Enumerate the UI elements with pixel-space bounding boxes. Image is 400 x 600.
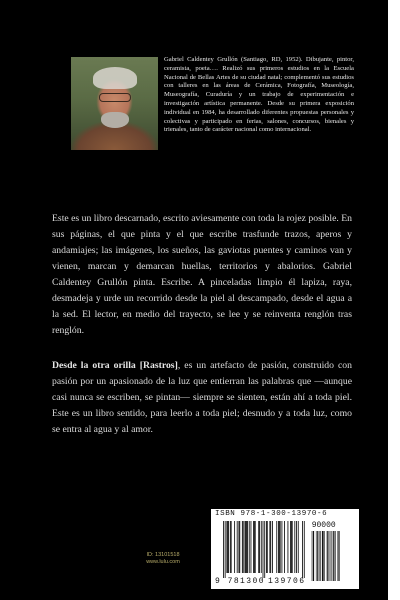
author-glasses	[99, 93, 131, 102]
blurb-paragraph-2	[52, 358, 352, 438]
author-beard	[101, 112, 129, 128]
barcode-bar	[276, 521, 277, 573]
barcode-bar	[228, 521, 229, 573]
barcode-bar	[281, 521, 282, 573]
barcode	[211, 509, 359, 589]
barcode-bar	[249, 521, 250, 573]
barcode-bar	[264, 521, 265, 578]
barcode-digits-3: 139706	[268, 577, 304, 586]
price-bar	[317, 531, 318, 581]
barcode-bar	[231, 521, 232, 573]
barcode-bar	[304, 521, 305, 578]
barcode-bar	[259, 521, 260, 573]
barcode-bar	[267, 521, 268, 573]
barcode-bar	[237, 521, 238, 573]
price-bar	[324, 531, 325, 581]
barcode-bar	[263, 521, 264, 578]
barcode-bar	[302, 521, 303, 578]
barcode-bar	[230, 521, 231, 573]
price-bar	[313, 531, 314, 581]
barcode-bar	[247, 521, 248, 573]
price-bar	[327, 531, 328, 581]
barcode-bar	[272, 521, 273, 573]
price-bar	[316, 531, 317, 581]
barcode-bar	[234, 521, 235, 573]
barcode-bar	[280, 521, 281, 573]
barcode-bar	[227, 521, 228, 573]
barcode-bar	[238, 521, 239, 573]
price-bar	[333, 531, 334, 581]
barcode-bar	[269, 521, 270, 573]
barcode-bar	[266, 521, 267, 573]
barcode-bar	[243, 521, 244, 573]
price-bar	[312, 531, 313, 581]
price-code: 90000	[311, 521, 336, 530]
lulu-id: ID: 13101518	[146, 552, 180, 558]
barcode-digits-2: 781300	[227, 577, 264, 586]
barcode-bar	[245, 521, 246, 573]
blurb-paragraph-2-body: , es un artefacto de pasión, construido con pasión por un apasionado de la luz que entierran las palabras que —aunque casi nunca se escriben, se pintan— siempre se sienten, están ahí a toda piel. Este es un libro sentido, para leerlo a toda piel; desnudo y a toda luz, como se entra al agua y al amor.	[52, 360, 352, 435]
barcode-bar	[298, 521, 299, 573]
barcode-digits-1: 9	[215, 577, 220, 586]
price-bar	[323, 531, 324, 581]
barcode-bar	[251, 521, 252, 573]
isbn-barcode-box	[211, 509, 359, 589]
author-bio: Gabriel Caldentey Grullón (Santiago, RD, 1952). Dibujante, pintor, ceramista, poeta…. Realizó sus primeros estudios en la Escuela Nacional de Bellas Artes de su ciudad natal; complementó sus estudios con talleres en las áreas de Cerámica, Fotografía, Museología, Museografía, Curaduría y un trabajo de experimentación e investigación artística permanente. Desde su primera exposición individual en 1984, ha desarrollado diferentes propuestas personales y colectivas y participado en ferias, salones, concursos, bienales y trienales, tanto de carácter nacional como internacional.	[164, 56, 354, 134]
barcode-bar	[242, 521, 243, 573]
price-bar	[319, 531, 320, 581]
barcode-bar	[261, 521, 262, 573]
price-bar	[333, 531, 334, 581]
price-bar	[327, 531, 328, 581]
barcode-bar	[223, 521, 224, 578]
barcode-bar	[255, 521, 256, 573]
barcode-bar	[225, 521, 226, 578]
book-title: Desde la otra orilla [Rastros]	[52, 360, 178, 371]
barcode-bar	[254, 521, 255, 573]
barcode-bar	[294, 521, 295, 573]
barcode-bar	[246, 521, 247, 573]
barcode-bar	[284, 521, 285, 573]
price-bar	[314, 531, 315, 581]
barcode-bar	[226, 521, 227, 573]
blurb-paragraph-1: Este es un libro descarnado, escrito aviesamente con toda la rojez posible. En sus páginas, el que pinta y el que escribe trasfunde trazos, aperos y andamiajes; las imágenes, los sueños, las gaviotas puentes y caminos van y vienen, marcan y demarcan huellas, territorios y abalorios. Gabriel Caldentey Grullón pinta. Escribe. A pinceladas limpio él lapiza, raya, desmadeja y urde un recorrido desde la piel al descampado, desde el agua a la sed. El lector, en medio del trayecto, se lee y se reinventa renglón tras renglón.	[52, 213, 352, 336]
barcode-bar	[292, 521, 293, 573]
barcode-bar	[279, 521, 280, 573]
barcode-bar	[278, 521, 279, 573]
price-bar	[330, 531, 331, 581]
barcode-bar	[288, 521, 289, 573]
price-bar	[322, 531, 323, 581]
price-bar	[320, 531, 321, 581]
barcode-bar	[239, 521, 240, 573]
price-bar	[323, 531, 324, 581]
price-bar	[318, 531, 319, 581]
price-bar	[338, 531, 339, 581]
lulu-url: www.lulu.com	[146, 559, 180, 565]
author-hair	[93, 67, 137, 89]
barcode-bar	[291, 521, 292, 573]
price-bar	[338, 531, 339, 581]
price-bar	[329, 531, 330, 581]
price-bar	[339, 531, 340, 581]
isbn-label: ISBN 978-1-300-13970-6	[215, 510, 328, 518]
barcode-bar	[296, 521, 297, 573]
price-bar	[331, 531, 332, 581]
barcode-bar	[270, 521, 271, 573]
price-bar	[334, 531, 335, 581]
lulu-id-block	[128, 552, 198, 566]
barcode-bar	[245, 521, 246, 573]
barcode-bar	[290, 521, 291, 573]
author-photo	[71, 57, 158, 150]
barcode-bar	[253, 521, 254, 573]
price-bar	[335, 531, 336, 581]
barcode-bar	[258, 521, 259, 573]
